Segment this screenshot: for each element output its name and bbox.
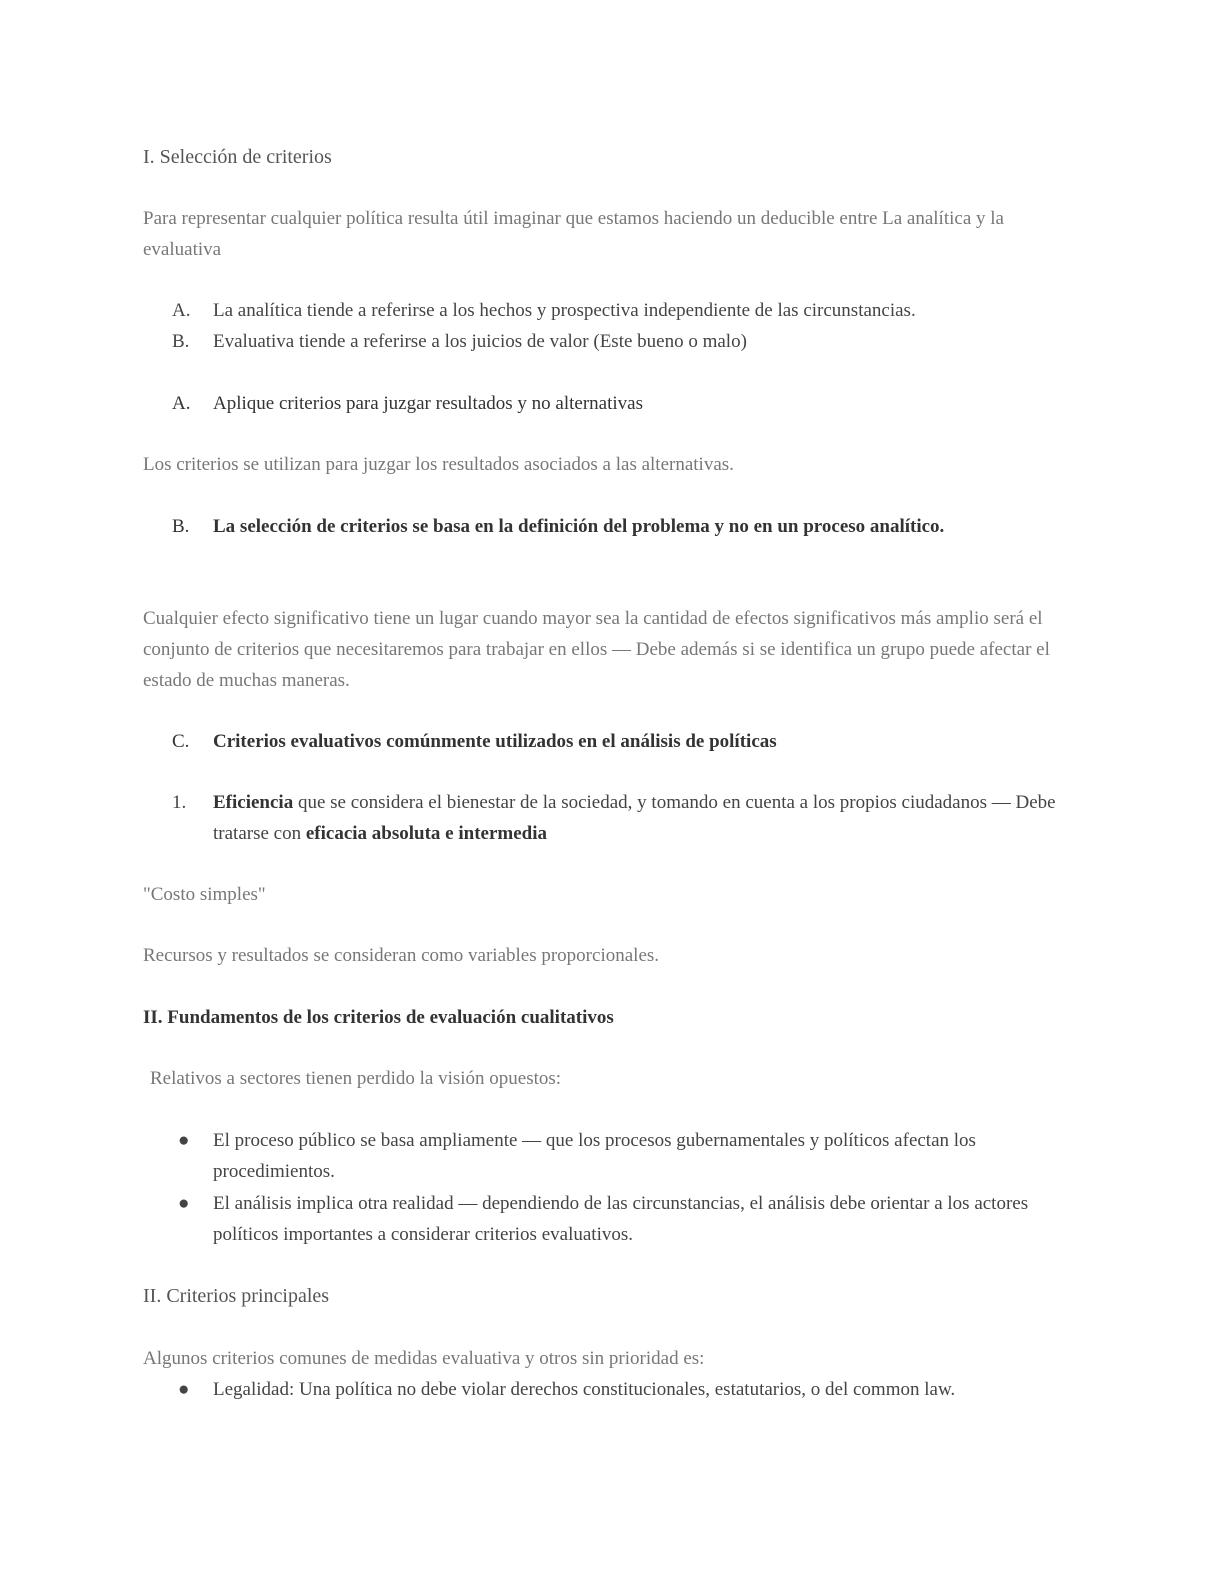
- bullet-icon: ●: [178, 1130, 190, 1151]
- list-item: Legalidad: Una política no debe violar derechos constitucionales, estatutarios, o del common law.: [213, 1379, 956, 1400]
- paragraph: Algunos criterios comunes de medidas evaluativa y otros sin prioridad es:: [143, 1348, 705, 1369]
- list-item: El análisis implica otra realidad — dependiendo de las circunstancias, el análisis debe orientar a los actores políticos importantes a considerar criterios evaluativos.: [213, 1193, 1029, 1245]
- subsection-title: Criterios evaluativos comúnmente utilizados en el análisis de políticas: [213, 731, 777, 752]
- paragraph: Cualquier efecto significativo tiene un lugar cuando mayor sea la cantidad de efectos significativos más amplio será el conjunto de criterios que necesitaremos para trabajar en ellos — Debe además si se identifica un grupo puede afectar el estado de muchas maneras.: [143, 608, 1050, 691]
- list-marker: B.: [172, 331, 190, 352]
- list-item: [213, 787, 1058, 849]
- bullet-icon: ●: [178, 1193, 190, 1214]
- paragraph: Recursos y resultados se consideran como variables proporcionales.: [143, 945, 660, 966]
- term-bold: eficacia absoluta e intermedia: [305, 823, 547, 844]
- list-item: El proceso público se basa ampliamente — que los procesos gubernamentales y políticos afectan los procedimientos.: [213, 1130, 976, 1182]
- list-item: Evaluativa tiende a referirse a los juicios de valor (Este bueno o malo): [213, 331, 747, 352]
- list-item: La analítica tiende a referirse a los hechos y prospectiva independiente de las circunstancias.: [213, 300, 916, 321]
- list-marker: C.: [172, 731, 190, 752]
- term-bold: Eficiencia: [213, 792, 294, 813]
- list-marker: B.: [172, 516, 190, 537]
- list-marker: 1.: [172, 792, 187, 813]
- section-heading: I. Selección de criterios: [143, 146, 332, 168]
- section-heading: II. Criterios principales: [143, 1285, 330, 1307]
- subsection-title: Aplique criterios para juzgar resultados y no alternativas: [213, 393, 643, 414]
- paragraph: Los criterios se utilizan para juzgar los resultados asociados a las alternativas.: [143, 454, 734, 475]
- paragraph: Relativos a sectores tienen perdido la visión opuestos:: [150, 1068, 562, 1089]
- quote-text: "Costo simples": [143, 884, 266, 905]
- list-marker: A.: [172, 393, 191, 414]
- paragraph: Para representar cualquier política resulta útil imaginar que estamos haciendo un deducible entre La analítica y la evaluativa: [143, 208, 1004, 260]
- list-marker: A.: [172, 300, 191, 321]
- bullet-icon: ●: [178, 1379, 190, 1400]
- subsection-title: La selección de criterios se basa en la definición del problema y no en un proceso analítico.: [213, 516, 945, 537]
- section-heading: II. Fundamentos de los criterios de evaluación cualitativos: [143, 1007, 614, 1028]
- item-text: que se considera el bienestar de la sociedad, y tomando en cuenta a los propios ciudadanos — Debe tratarse con: [213, 792, 1056, 844]
